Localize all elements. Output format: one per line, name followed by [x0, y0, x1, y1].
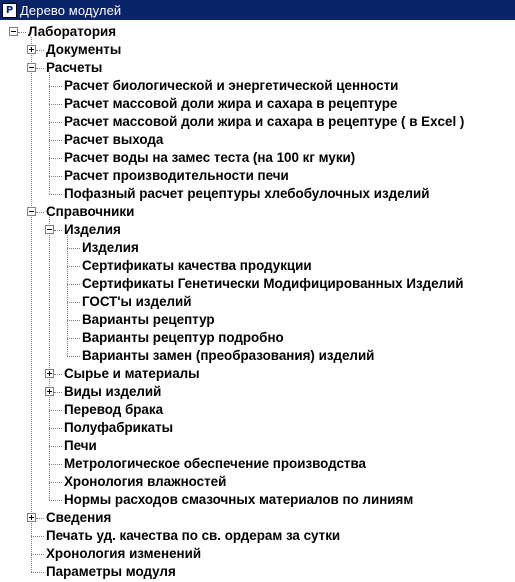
tree-branch-line [67, 338, 80, 339]
tree-node[interactable] [0, 113, 515, 131]
tree-node-label: Изделия [64, 222, 121, 237]
collapse-minus-icon[interactable] [9, 27, 18, 36]
expand-plus-icon[interactable] [45, 387, 54, 396]
collapse-minus-icon[interactable] [27, 63, 36, 72]
tree-branch-line [36, 212, 44, 213]
tree-branch-line [49, 410, 62, 411]
tree-node-label: Хронология изменений [46, 546, 202, 561]
tree-node[interactable] [0, 23, 515, 41]
tree-node[interactable] [0, 167, 515, 185]
tree-node-label: Хронология влажностей [64, 474, 227, 489]
tree-branch-line [49, 500, 62, 501]
tree-node-label: Расчет производительности печи [64, 168, 289, 183]
app-icon: P [2, 3, 17, 18]
tree-node-label: Перевод брака [64, 402, 164, 417]
tree-node[interactable] [0, 473, 515, 491]
tree-node[interactable] [0, 311, 515, 329]
tree-node[interactable] [0, 77, 515, 95]
tree-node-label: Сертификаты Генетически Модифицированных Изделий [82, 276, 464, 291]
tree-node[interactable] [0, 329, 515, 347]
tree-branch-line [67, 248, 80, 249]
tree-node-label: Варианты рецептур подробно [82, 330, 284, 345]
tree-node-label: Расчеты [46, 60, 103, 75]
tree-node[interactable] [0, 401, 515, 419]
tree-node[interactable] [0, 239, 515, 257]
tree-branch-line [49, 194, 62, 195]
tree-branch-line [67, 266, 80, 267]
tree-branch-line [31, 572, 44, 573]
tree-node-label: Печать уд. качества по св. ордерам за сутки [46, 528, 341, 543]
tree-node[interactable] [0, 203, 515, 221]
tree-branch-line [49, 104, 62, 105]
tree-node[interactable] [0, 491, 515, 509]
tree-node-label: Документы [46, 42, 122, 57]
tree-node[interactable] [0, 527, 515, 545]
module-tree[interactable] [0, 20, 515, 582]
expand-plus-icon[interactable] [27, 45, 36, 54]
tree-node[interactable] [0, 383, 515, 401]
tree-branch-line [18, 32, 26, 33]
tree-node[interactable] [0, 545, 515, 563]
tree-node[interactable] [0, 149, 515, 167]
tree-node[interactable] [0, 437, 515, 455]
tree-branch-line [49, 446, 62, 447]
tree-branch-line [67, 356, 80, 357]
tree-node-label: Параметры модуля [46, 564, 176, 579]
tree-node[interactable] [0, 509, 515, 527]
tree-node-label: Расчет воды на замес теста (на 100 кг муки) [64, 150, 356, 165]
tree-node-label: ГОСТ'ы изделий [82, 294, 192, 309]
tree-node-label: Лаборатория [28, 24, 117, 39]
tree-node-label: Сертификаты качества продукции [82, 258, 312, 273]
tree-branch-line [49, 176, 62, 177]
window-titlebar[interactable] [0, 0, 515, 20]
tree-branch-line [54, 230, 62, 231]
tree-node[interactable] [0, 293, 515, 311]
tree-branch-line [67, 320, 80, 321]
tree-branch-line [54, 374, 62, 375]
tree-node-label: Расчет выхода [64, 132, 164, 147]
tree-node[interactable] [0, 185, 515, 203]
tree-node[interactable] [0, 275, 515, 293]
tree-node-label: Нормы расходов смазочных материалов по линиям [64, 492, 414, 507]
tree-branch-line [36, 518, 44, 519]
tree-branch-line [49, 140, 62, 141]
tree-node[interactable] [0, 95, 515, 113]
tree-node-label: Полуфабрикаты [64, 420, 174, 435]
tree-branch-line [31, 536, 44, 537]
tree-node-label: Метрологическое обеспечение производства [64, 456, 366, 471]
tree-node-label: Пофазный расчет рецептуры хлебобулочных изделий [64, 186, 430, 201]
tree-node[interactable] [0, 365, 515, 383]
collapse-minus-icon[interactable] [27, 207, 36, 216]
tree-branch-line [54, 392, 62, 393]
tree-branch-line [67, 302, 80, 303]
tree-node-label: Печи [64, 438, 97, 453]
tree-node[interactable] [0, 455, 515, 473]
tree-node[interactable] [0, 59, 515, 77]
tree-node-label: Расчет биологической и энергетической ценности [64, 78, 399, 93]
tree-node-label: Варианты рецептур [82, 312, 215, 327]
tree-branch-line [49, 86, 62, 87]
collapse-minus-icon[interactable] [45, 225, 54, 234]
tree-node-label: Расчет массовой доли жира и сахара в рецептуре ( в Excel ) [64, 114, 465, 129]
tree-node-label: Виды изделий [64, 384, 162, 399]
tree-node-label: Варианты замен (преобразования) изделий [82, 348, 375, 363]
tree-branch-line [31, 554, 44, 555]
tree-branch-line [67, 284, 80, 285]
tree-node[interactable] [0, 257, 515, 275]
tree-branch-line [49, 122, 62, 123]
tree-node-label: Справочники [46, 204, 135, 219]
tree-branch-line [49, 482, 62, 483]
tree-node[interactable] [0, 221, 515, 239]
tree-branch-line [49, 428, 62, 429]
tree-node-label: Сведения [46, 510, 112, 525]
tree-node[interactable] [0, 419, 515, 437]
tree-branch-line [36, 68, 44, 69]
tree-node[interactable] [0, 41, 515, 59]
tree-node[interactable] [0, 563, 515, 581]
tree-branch-line [49, 158, 62, 159]
tree-branch-line [49, 464, 62, 465]
expand-plus-icon[interactable] [45, 369, 54, 378]
tree-branch-line [36, 50, 44, 51]
tree-node-label: Расчет массовой доли жира и сахара в рецептуре [64, 96, 398, 111]
tree-node[interactable] [0, 131, 515, 149]
tree-node-label: Изделия [82, 240, 139, 255]
window-title: Дерево модулей [20, 2, 122, 18]
tree-node[interactable] [0, 347, 515, 365]
expand-plus-icon[interactable] [27, 513, 36, 522]
tree-node-label: Сырье и материалы [64, 366, 200, 381]
